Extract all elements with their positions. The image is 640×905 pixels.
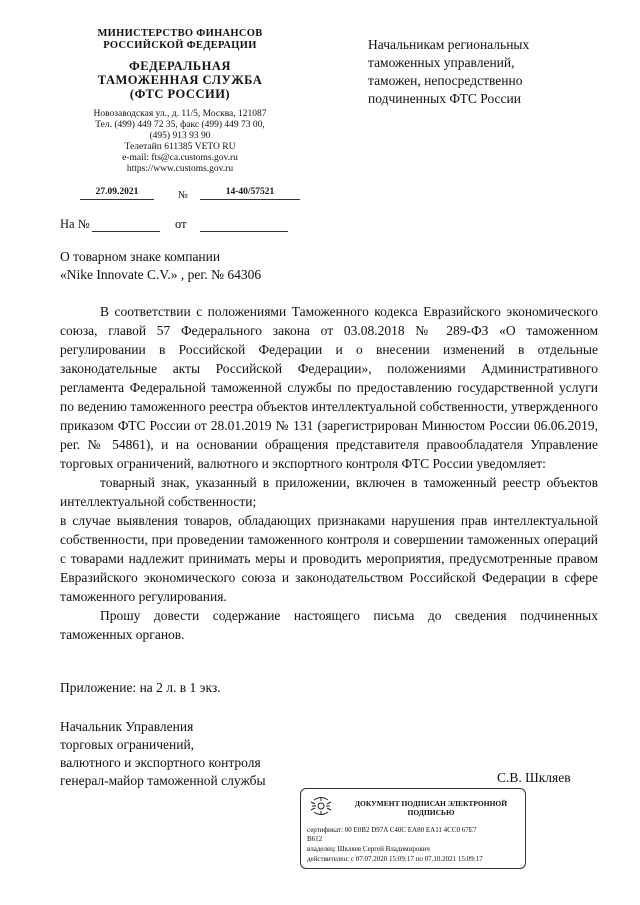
electronic-signature-stamp [300, 788, 526, 869]
incoming-date-label: от [175, 217, 187, 231]
stamp-title: ДОКУМЕНТ ПОДПИСАН ЭЛЕКТРОННОЙ ПОДПИСЬЮ [354, 799, 508, 817]
contact-block [60, 109, 300, 175]
incoming-number-blank [92, 231, 160, 232]
incoming-date-blank [200, 231, 288, 232]
service-name: ФЕДЕРАЛЬНАЯ ТАМОЖЕННАЯ СЛУЖБА (ФТС РОССИИ) [97, 59, 263, 101]
emblem-icon [307, 795, 335, 817]
ministry-name: МИНИСТЕРСТВО ФИНАНСОВ РОССИЙСКОЙ ФЕДЕРАЦИИ [97, 28, 263, 51]
outgoing-number: 14-40/57521 [200, 187, 300, 200]
number-sign: № [178, 190, 189, 201]
incoming-reference [60, 217, 300, 233]
owner-line: владелец: Шкляев Сергей Владимирович [307, 845, 430, 853]
email-line: e-mail: fts@ca.customs.gov.ru [122, 153, 238, 163]
phone-line-2: (495) 913 93 90 [149, 131, 211, 141]
paragraph-1: В соответствии с положениями Таможенного кодекса Евразийского экономического союза, главой 57 Федерального закона от 03.08.2018 № 289-ФЗ «О таможенном регулировании в Российской Федерации и о внесении изменений в отдельные законодательные акты Российской Федерации», положениями Административного регламента Федеральной таможенной службы по предоставлению государственной услуги по ведению таможенного реестра объектов интеллектуальной собственности, утвержденного приказом ФТС России от 28.01.2019 № 131 (зарегистрирован Минюстом России 06.06.2019, рег. № 54861), и на основании обращения представителя правообладателя Управление торговых ограничений, валютного и экспортного контроля ФТС России уведомляет: [60, 304, 598, 471]
paragraph-2: товарный знак, указанный в приложении, включен в таможенный реестр объектов интеллектуальной собственности; [60, 475, 598, 509]
signatory-name: С.В. Шкляев [497, 770, 571, 785]
subject: О товарном знаке компании «Nike Innovate C.V.» , рег. № 64306 [60, 249, 262, 282]
outgoing-reference [60, 187, 300, 203]
outgoing-date: 27.09.2021 [80, 187, 154, 200]
website-line: https://www.customs.gov.ru [126, 164, 234, 174]
paragraph-3: в случае выявления товаров, обладающих признаками нарушения прав интеллектуальной собственности, при проведении таможенного контроля и совершении таможенных операций с товарами надлежит принимать меры и проводить мероприятия, предусмотренные правом Евразийского экономического союза и законодательством Российской Федерации в сфере таможенного регулирования. [60, 513, 598, 604]
certificate-tail: B612 [307, 835, 323, 843]
phone-line: Тел. (499) 449 72 35, факс (499) 449 73 00, [95, 120, 265, 130]
signatory-position: Начальник Управления торговых ограничений, валютного и экспортного контроля генерал-майор таможенной службы [60, 719, 266, 788]
incoming-number-label: На № [60, 217, 90, 231]
validity-line: действителен: с 07.07.2020 15:09:17 по 07.10.2021 15:09:17 [307, 855, 483, 863]
teletype-line: Телетайп 611385 VETO RU [124, 142, 236, 152]
address-line: Новозаводская ул., д. 11/5, Москва, 121087 [93, 109, 267, 119]
paragraph-4: Прошу довести содержание настоящего письма до сведения подчиненных таможенных органов. [60, 608, 598, 642]
letterhead [60, 28, 300, 175]
attachment-note: Приложение: на 2 л. в 1 экз. [60, 680, 221, 695]
certificate-line: сертификат: 00 E0B2 D97A C40C EA80 EA11 4CC0 67E7 [307, 826, 477, 834]
letter-body [60, 302, 598, 644]
addressee: Начальникам региональных таможенных управлений, таможен, непосредственно подчиненных ФТС России [368, 37, 530, 106]
